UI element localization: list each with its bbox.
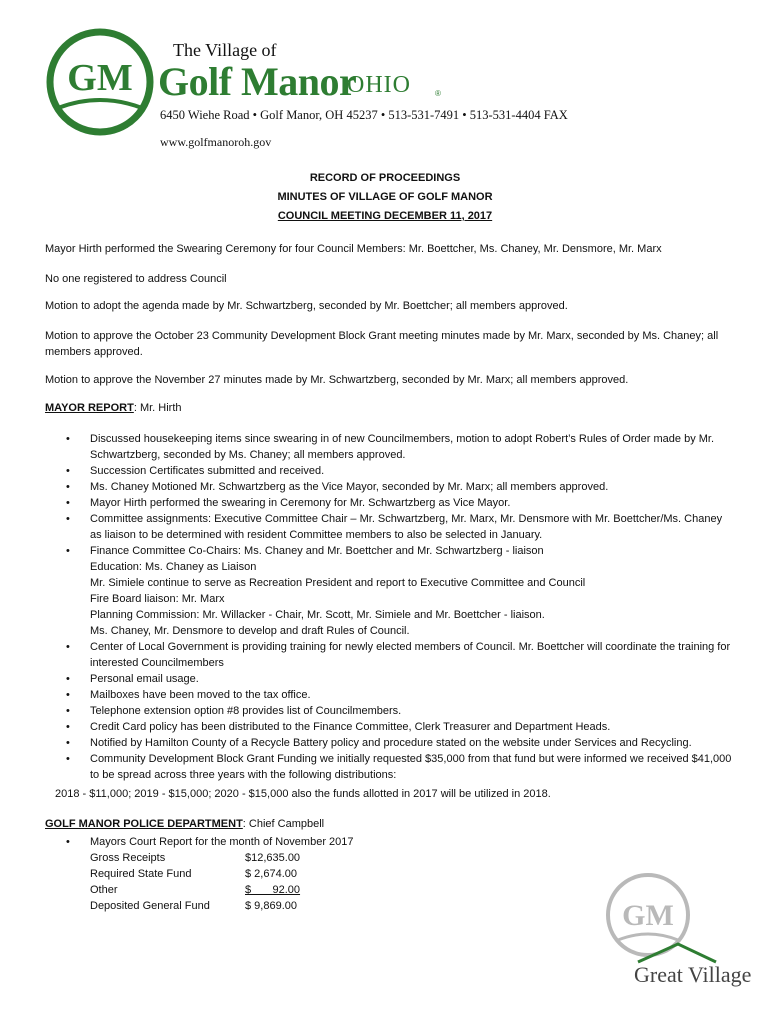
bullet-icon: • <box>66 705 70 717</box>
bullet-icon: • <box>66 545 70 557</box>
meeting-date-heading: COUNCIL MEETING DECEMBER 11, 2017 <box>277 210 493 222</box>
list-item: • Committee assignments: Executive Committee Chair – Mr. Schwartzberg, Mr. Marx, Mr. Densmore with Mr. Boettcher/Ms. Chaney as liaison to be determined with resident Committee members to also be selected in January. <box>66 513 723 541</box>
bullet-icon: • <box>66 721 70 733</box>
letterhead-village-line: The Village of <box>173 40 277 60</box>
bullet-icon: • <box>66 753 70 765</box>
list-item: • Telephone extension option #8 provides list of Councilmembers. <box>66 705 402 717</box>
minutes-heading: MINUTES OF VILLAGE OF GOLF MANOR <box>277 191 493 203</box>
list-item: • Notified by Hamilton County of a Recycle Battery policy and procedure stated on the website under Services and Recycling. <box>66 737 692 749</box>
bullet-icon: • <box>66 433 70 445</box>
bullet-icon: • <box>66 641 70 653</box>
police-speaker: : Chief Campbell <box>242 818 325 830</box>
bullet-icon: • <box>66 836 70 848</box>
cdbg-distribution-line: 2018 - $11,000; 2019 - $15,000; 2020 - $15,000 also the funds allotted in 2017 will be utilized in 2018. <box>55 788 551 800</box>
list-item: • Community Development Block Grant Funding we initially requested $35,000 from that fund but were informed we received $41,000 to be spread across three years with the following distributions: <box>66 753 732 781</box>
list-item: • Succession Certificates submitted and received. <box>66 465 325 477</box>
bullet-icon: • <box>66 465 70 477</box>
no-registration-paragraph: No one registered to address Council <box>45 273 227 285</box>
mayor-report-list <box>66 431 736 783</box>
record-heading: RECORD OF PROCEEDINGS <box>309 172 461 184</box>
bullet-icon: • <box>66 497 70 509</box>
october-minutes-paragraph: Motion to approve the October 23 Community Development Block Grant meeting minutes made by Mr. Marx, seconded by Ms. Chaney; all members approved. <box>45 330 719 358</box>
police-title: GOLF MANOR POLICE DEPARTMENT <box>45 818 243 830</box>
seal-monogram: GM <box>622 899 674 932</box>
table-row: Gross Receipts $12,635.00 <box>90 852 301 864</box>
list-item: • Mayor Hirth performed the swearing in Ceremony for Mr. Schwartzberg as Vice Mayor. <box>66 497 511 509</box>
agenda-motion-paragraph: Motion to adopt the agenda made by Mr. Schwartzberg, seconded by Mr. Boettcher; all members approved. <box>45 300 568 312</box>
letterhead-website: www.golfmanoroh.gov <box>160 135 272 149</box>
list-item: • Discussed housekeeping items since swearing in of new Councilmembers, motion to adopt Robert’s Rules of Order made by Mr. Schwartzberg, seconded by Ms. Chaney; all members approved. <box>66 433 715 461</box>
seal-tagline: Great Village <box>634 962 752 987</box>
village-logo-icon <box>44 26 156 138</box>
list-item: • Ms. Chaney Motioned Mr. Schwartzberg as the Vice Mayor, seconded by Mr. Marx; all members approved. <box>66 481 609 493</box>
bullet-icon: • <box>66 737 70 749</box>
bullet-icon: • <box>66 513 70 525</box>
great-village-seal-icon <box>598 870 752 1000</box>
table-row: Other $ 92.00 <box>90 884 301 896</box>
list-item-finance-committee: • Finance Committee Co-Chairs: Ms. Chaney and Mr. Boettcher and Mr. Schwartzberg - liaison Education: Ms. Chaney as Liaison Mr. Simiele continue to serve as Recreation President and report to Executive Committee and Council Fire Board liaison: Mr. Marx Planning Commission: Mr. Willacker - Chair, Mr. Scott, Mr. Simiele and Mr. Boettcher - liaison. Ms. Chaney, Mr. Densmore to develop and draft Rules of Council. <box>66 545 586 637</box>
logo-monogram: GM <box>67 57 133 99</box>
bullet-icon: • <box>66 673 70 685</box>
list-item: • Personal email usage. <box>66 673 199 685</box>
list-item: • Credit Card policy has been distributed to the Finance Committee, Clerk Treasurer and Department Heads. <box>66 721 611 733</box>
letterhead-state: OHIO <box>347 72 411 98</box>
november-minutes-paragraph: Motion to approve the November 27 minutes made by Mr. Schwartzberg, seconded by Mr. Marx; all members approved. <box>45 374 629 386</box>
list-item: • Center of Local Government is providing training for newly elected members of Council. Mr. Boettcher will coordinate the training for interested Councilmembers <box>66 641 731 669</box>
list-item: • Mailboxes have been moved to the tax office. <box>66 689 311 701</box>
list-item: • Mayors Court Report for the month of November 2017 Gross Receipts $12,635.00 Required State Fund $ 2,674.00 Other $ 92.00 Deposited General Fund $ 9,869.00 <box>66 834 736 914</box>
swearing-paragraph: Mayor Hirth performed the Swearing Ceremony for four Council Members: Mr. Boettcher, Ms. Chaney, Mr. Densmore, Mr. Marx <box>45 243 662 255</box>
letterhead-name: Golf Manor <box>158 59 357 104</box>
bullet-icon: • <box>66 481 70 493</box>
table-row: Required State Fund $ 2,674.00 <box>90 868 297 880</box>
mayor-report-speaker: : Mr. Hirth <box>133 402 182 414</box>
mayor-report-heading <box>45 402 182 414</box>
letterhead-address: 6450 Wiehe Road • Golf Manor, OH 45237 • 513-531-7491 • 513-531-4404 FAX <box>160 108 568 122</box>
table-row: Deposited General Fund $ 9,869.00 <box>90 900 297 912</box>
registered-mark: ® <box>435 89 441 98</box>
mayor-report-title: MAYOR REPORT <box>45 402 134 414</box>
bullet-icon: • <box>66 689 70 701</box>
police-heading <box>45 818 324 830</box>
